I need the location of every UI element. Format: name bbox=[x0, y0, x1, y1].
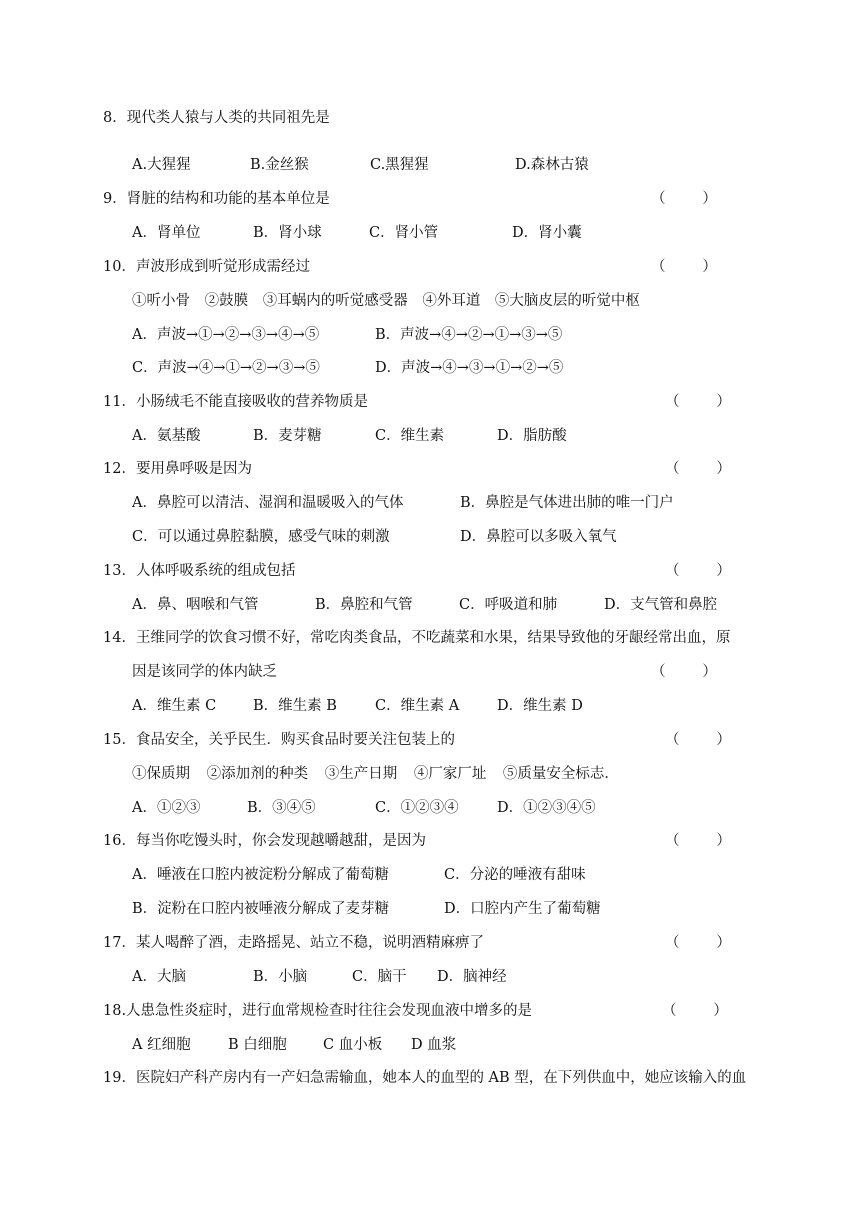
q11-option-b: B．麦芽糖 bbox=[253, 428, 322, 444]
q18-option-a: A 红细胞 bbox=[132, 1037, 191, 1053]
q15-option-c: C．①②③④ bbox=[375, 800, 459, 816]
q13-stem: 13．人体呼吸系统的组成包括 bbox=[103, 563, 296, 579]
q10-stem: 10．声波形成到听觉形成需经过 bbox=[103, 259, 310, 275]
q12-answer-blank: （ ） bbox=[665, 461, 731, 477]
q15-option-a: A．①②③ bbox=[132, 800, 201, 816]
q19-stem: 19．医院妇产科产房内有一产妇急需输血，她本人的血型的 AB 型，在下列供血中，她应该输入的血 bbox=[103, 1070, 747, 1086]
q16-option-d: D．口腔内产生了葡萄糖 bbox=[444, 901, 601, 917]
q9-stem: 9．肾脏的结构和功能的基本单位是 bbox=[103, 191, 330, 207]
q10-items: ①听小骨 ②鼓膜 ③耳蜗内的听觉感受器 ④外耳道 ⑤大脑皮层的听觉中枢 bbox=[132, 293, 640, 309]
q14-stem-continued: 因是该同学的体内缺乏 bbox=[132, 664, 277, 680]
q16-stem: 16．每当你吃馒头时，你会发现越嚼越甜，是因为 bbox=[103, 833, 426, 849]
q17-option-d: D．脑神经 bbox=[437, 969, 507, 985]
q12-stem: 12．要用鼻呼吸是因为 bbox=[103, 461, 252, 477]
q16-option-c: C．分泌的唾液有甜味 bbox=[444, 867, 586, 883]
q9-answer-blank: （ ） bbox=[651, 191, 717, 207]
q10-answer-blank: （ ） bbox=[651, 259, 717, 275]
q18-option-c: C 血小板 bbox=[323, 1037, 383, 1053]
q12-option-d: D．鼻腔可以多吸入氧气 bbox=[460, 529, 617, 545]
q18-option-d: D 血浆 bbox=[411, 1037, 457, 1053]
q11-option-c: C．维生素 bbox=[375, 428, 445, 444]
q13-answer-blank: （ ） bbox=[665, 563, 731, 579]
q15-option-d: D．①②③④⑤ bbox=[497, 800, 596, 816]
q10-option-c: C．声波→④→①→②→③→⑤ bbox=[132, 360, 320, 376]
q9-option-d: D．肾小囊 bbox=[512, 225, 582, 241]
q11-stem: 11．小肠绒毛不能直接吸收的营养物质是 bbox=[103, 394, 368, 410]
q8-option-d: D.森林古猿 bbox=[515, 157, 589, 173]
q10-option-a: A．声波→①→②→③→④→⑤ bbox=[132, 327, 320, 343]
q13-option-a: A．鼻、咽喉和气管 bbox=[132, 597, 259, 613]
q8-option-b: B.金丝猴 bbox=[250, 157, 309, 173]
q11-option-a: A．氨基酸 bbox=[132, 428, 201, 444]
q8-option-a: A.大猩猩 bbox=[132, 157, 191, 173]
q16-answer-blank: （ ） bbox=[665, 833, 731, 849]
q14-answer-blank: （ ） bbox=[651, 664, 717, 680]
q14-option-a: A．维生素 C bbox=[132, 698, 217, 714]
q13-option-d: D．支气管和鼻腔 bbox=[604, 597, 718, 613]
q16-option-b: B．淀粉在口腔内被唾液分解成了麦芽糖 bbox=[132, 901, 390, 917]
q16-option-a: A．唾液在口腔内被淀粉分解成了葡萄糖 bbox=[132, 867, 389, 883]
q12-option-c: C．可以通过鼻腔黏膜，感受气味的刺激 bbox=[132, 529, 390, 545]
q13-option-b: B．鼻腔和气管 bbox=[315, 597, 413, 613]
q8-stem: 8．现代类人猿与人类的共同祖先是 bbox=[103, 110, 330, 126]
q14-option-d: D．维生素 D bbox=[497, 698, 583, 714]
q14-option-c: C．维生素 A bbox=[375, 698, 460, 714]
q12-option-b: B．鼻腔是气体进出肺的唯一门户 bbox=[460, 495, 674, 511]
q17-answer-blank: （ ） bbox=[665, 935, 731, 951]
q9-option-a: A．肾单位 bbox=[132, 225, 201, 241]
q14-stem: 14．王维同学的饮食习惯不好，常吃肉类食品，不吃蔬菜和水果，结果导致他的牙龈经常出血，原 bbox=[103, 630, 731, 646]
q9-option-b: B．肾小球 bbox=[253, 225, 322, 241]
q15-stem: 15．食品安全，关乎民生．购买食品时要关注包装上的 bbox=[103, 732, 455, 748]
q13-option-c: C．呼吸道和肺 bbox=[459, 597, 558, 613]
q15-option-b: B．③④⑤ bbox=[247, 800, 316, 816]
q18-option-b: B 白细胞 bbox=[228, 1037, 287, 1053]
q15-items: ①保质期 ②添加剂的种类 ③生产日期 ④厂家厂址 ⑤质量安全标志． bbox=[132, 766, 619, 782]
q11-answer-blank: （ ） bbox=[665, 394, 731, 410]
q11-option-d: D．脂肪酸 bbox=[497, 428, 567, 444]
q17-option-b: B．小脑 bbox=[253, 969, 308, 985]
q17-option-a: A．大脑 bbox=[132, 969, 186, 985]
q17-option-c: C．脑干 bbox=[352, 969, 407, 985]
q8-option-c: C.黑猩猩 bbox=[370, 157, 429, 173]
q15-answer-blank: （ ） bbox=[665, 732, 731, 748]
q10-option-b: B．声波→④→②→①→③→⑤ bbox=[375, 327, 563, 343]
q18-answer-blank: （ ） bbox=[662, 1003, 728, 1019]
q18-stem: 18.人患急性炎症时，进行血常规检查时往往会发现血液中增多的是 bbox=[103, 1003, 533, 1019]
q9-option-c: C．肾小管 bbox=[369, 225, 439, 241]
q12-option-a: A．鼻腔可以清洁、湿润和温暖吸入的气体 bbox=[132, 495, 404, 511]
q14-option-b: B．维生素 B bbox=[253, 698, 337, 714]
q10-option-d: D．声波→④→③→①→②→⑤ bbox=[375, 360, 564, 376]
q17-stem: 17．某人喝醉了酒，走路摇晃、站立不稳，说明酒精麻痹了 bbox=[103, 935, 484, 951]
